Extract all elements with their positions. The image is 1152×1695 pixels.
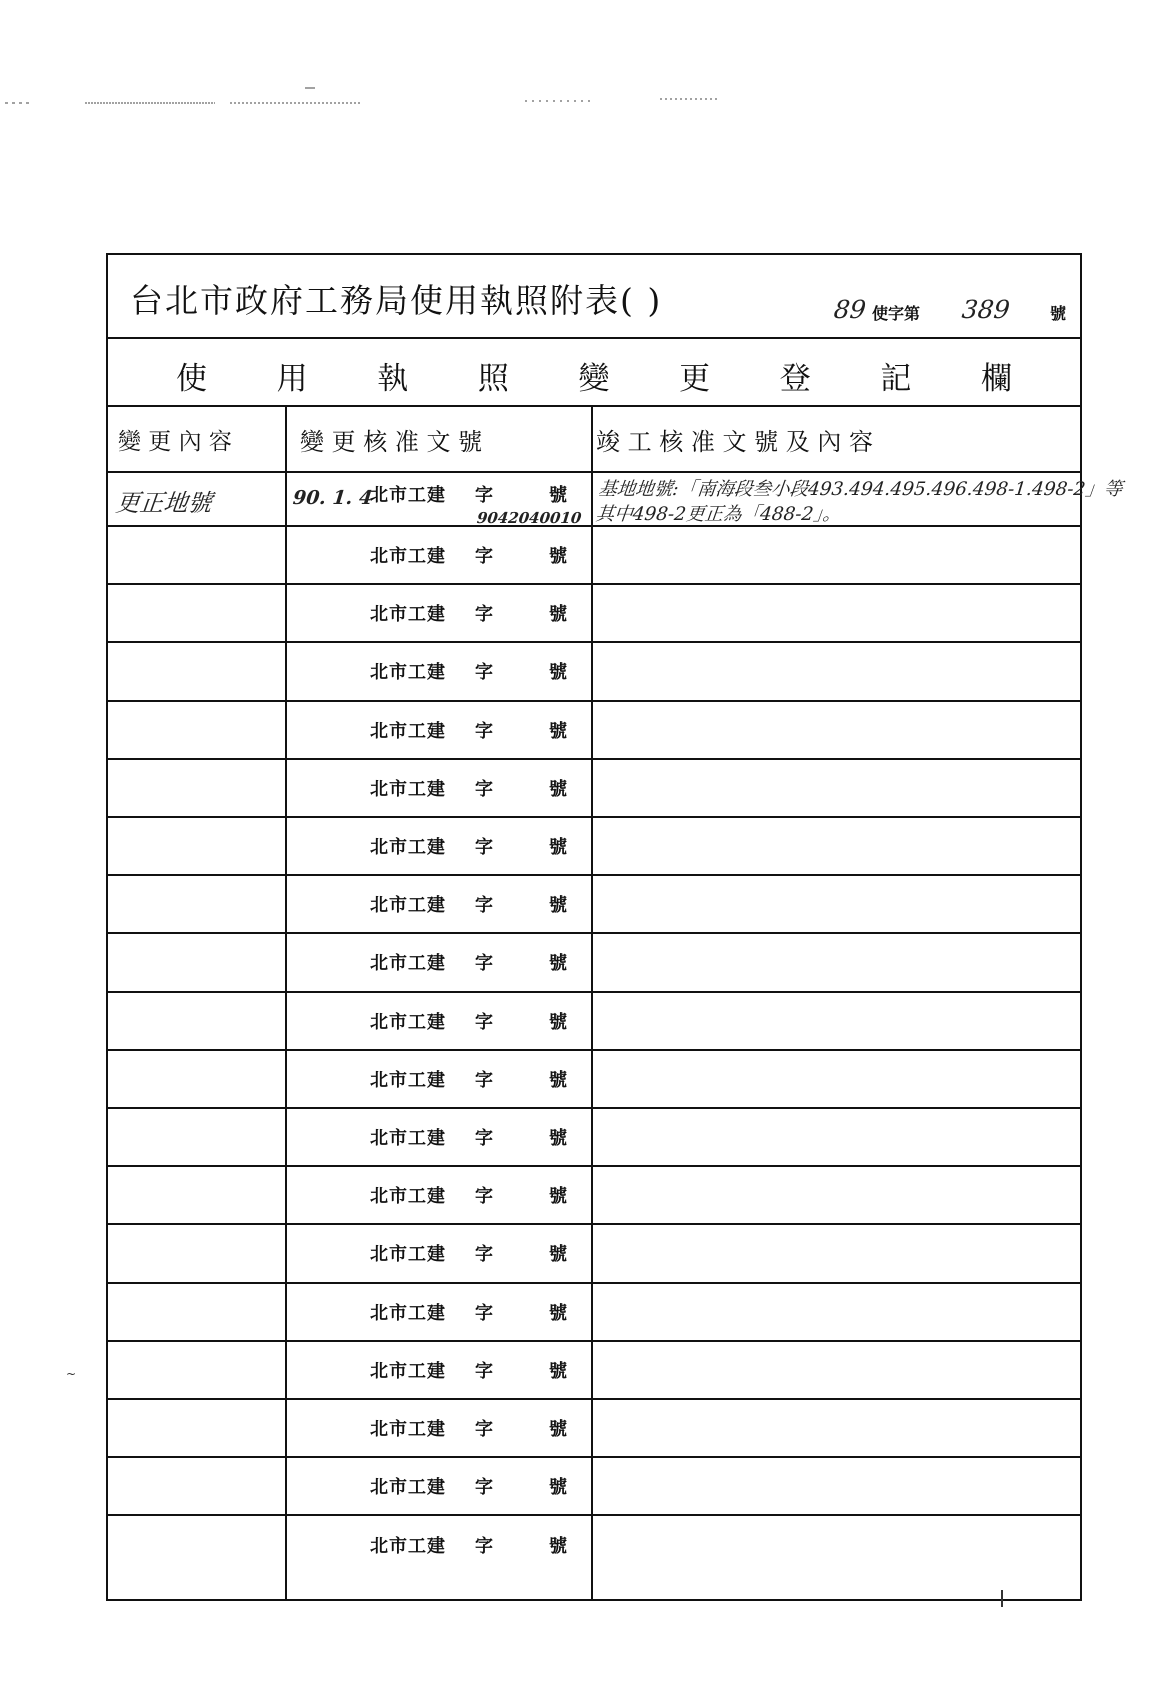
zi-label: 字 xyxy=(475,1128,493,1150)
table-row xyxy=(108,643,1080,701)
change-content-cell xyxy=(108,1051,285,1107)
hao-label: 號 xyxy=(549,778,567,800)
approval-number-cell xyxy=(287,473,591,525)
table-row xyxy=(108,818,1080,876)
section-title-row xyxy=(108,339,1080,407)
completion-content-cell xyxy=(593,702,1080,758)
permit-serial: 389 xyxy=(960,295,1012,324)
completion-content-cell xyxy=(593,1342,1080,1398)
change-content-cell xyxy=(108,876,285,932)
office-label: 北市工建 xyxy=(370,837,446,859)
hao-label: 號 xyxy=(549,662,567,684)
approval-number-cell xyxy=(287,643,591,699)
approval-number-cell xyxy=(287,876,591,932)
table-row xyxy=(108,1516,1080,1574)
change-content-text: 更正地號 xyxy=(114,489,214,517)
office-label: 北市工建 xyxy=(370,895,446,917)
approval-number-cell xyxy=(287,818,591,874)
completion-content-cell xyxy=(593,876,1080,932)
approval-number-cell xyxy=(287,585,591,641)
hao-label: 號 xyxy=(549,1302,567,1324)
office-label: 北市工建 xyxy=(370,1069,446,1091)
hao-label: 號 xyxy=(549,604,567,626)
change-content-cell xyxy=(108,1516,285,1574)
usage-permit-form xyxy=(106,253,1124,1601)
completion-content-cell xyxy=(593,993,1080,1049)
change-content-cell xyxy=(108,1225,285,1281)
completion-content-cell xyxy=(593,818,1080,874)
table-row xyxy=(108,1051,1080,1109)
table-row xyxy=(108,1458,1080,1516)
hao-label: 號 xyxy=(549,484,567,506)
hao-label: 號 xyxy=(549,1360,567,1382)
office-label: 北市工建 xyxy=(370,546,446,568)
permit-label-end: 號 xyxy=(1049,304,1066,323)
hao-label: 號 xyxy=(549,1011,567,1033)
completion-content-cell xyxy=(593,527,1080,583)
zi-label: 字 xyxy=(475,1419,493,1441)
permit-year: 89 xyxy=(832,295,868,324)
zi-label: 字 xyxy=(475,1360,493,1382)
approval-number-cell xyxy=(287,1342,591,1398)
section-title: 使 用 執 照 變 更 登 記 欄 xyxy=(176,361,1012,397)
zi-label: 字 xyxy=(475,546,493,568)
office-label: 北市工建 xyxy=(370,1536,446,1558)
office-label: 北市工建 xyxy=(370,1302,446,1324)
approval-number-cell xyxy=(287,1284,591,1340)
zi-label: 字 xyxy=(475,662,493,684)
hao-label: 號 xyxy=(549,1244,567,1266)
completion-content-cell xyxy=(593,1458,1080,1514)
hao-label: 號 xyxy=(549,1477,567,1499)
hao-label: 號 xyxy=(549,1536,567,1558)
completion-content-cell xyxy=(593,1167,1080,1223)
completion-content-cell xyxy=(593,934,1080,990)
scan-noise xyxy=(0,0,1152,200)
table-row xyxy=(108,527,1080,585)
office-label: 北市工建 xyxy=(370,604,446,626)
change-content-cell xyxy=(108,473,285,525)
change-content-cell xyxy=(108,818,285,874)
office-label: 北市工建 xyxy=(370,778,446,800)
zi-label: 字 xyxy=(475,953,493,975)
approval-number-cell xyxy=(287,1516,591,1574)
footer-tick xyxy=(1001,1590,1003,1607)
zi-label: 字 xyxy=(475,720,493,742)
table-row xyxy=(108,876,1080,934)
table-row xyxy=(108,473,1124,527)
permit-label-mid: 使字第 xyxy=(871,304,920,323)
hao-label: 號 xyxy=(549,837,567,859)
office-label: 北市工建 xyxy=(370,1477,446,1499)
approval-number-cell xyxy=(287,934,591,990)
zi-label: 字 xyxy=(475,1477,493,1499)
completion-content-text xyxy=(594,477,1123,527)
change-content-cell xyxy=(108,643,285,699)
completion-content-cell xyxy=(593,1109,1080,1165)
approval-number-cell xyxy=(287,1167,591,1223)
office-label: 北市工建 xyxy=(370,1186,446,1208)
margin-mark: ~ xyxy=(66,1367,77,1381)
approval-number-cell xyxy=(287,1458,591,1514)
change-content-cell xyxy=(108,1458,285,1514)
zi-label: 字 xyxy=(475,604,493,626)
content-line-1: 基地地號:「南海段叁小段493.494.495.496.498-1.498-2」等 xyxy=(597,479,1124,500)
zi-label: 字 xyxy=(475,778,493,800)
office-label: 北市工建 xyxy=(370,1128,446,1150)
office-label: 北市工建 xyxy=(370,1244,446,1266)
zi-label: 字 xyxy=(475,1069,493,1091)
table-row xyxy=(108,1342,1080,1400)
change-content-cell xyxy=(108,1167,285,1223)
completion-content-cell xyxy=(593,473,1124,525)
hao-label: 號 xyxy=(549,1069,567,1091)
table-row xyxy=(108,934,1080,992)
completion-content-cell xyxy=(593,1516,1080,1574)
completion-content-cell xyxy=(593,1284,1080,1340)
approval-number-cell xyxy=(287,527,591,583)
approval-number-cell xyxy=(287,993,591,1049)
table-row xyxy=(108,1400,1080,1458)
completion-content-cell xyxy=(593,643,1080,699)
change-content-cell xyxy=(108,1109,285,1165)
table-row xyxy=(108,760,1080,818)
table-row xyxy=(108,585,1080,643)
approval-number-cell xyxy=(287,1225,591,1281)
change-content-cell xyxy=(108,527,285,583)
zi-label: 字 xyxy=(475,1244,493,1266)
office-label: 北市工建 xyxy=(370,720,446,742)
table-row xyxy=(108,1109,1080,1167)
approval-number-cell xyxy=(287,702,591,758)
hao-label: 號 xyxy=(549,1419,567,1441)
zi-label: 字 xyxy=(475,1186,493,1208)
header-change-content: 變 更 內 容 xyxy=(118,428,232,455)
zi-label: 字 xyxy=(475,1302,493,1324)
hao-label: 號 xyxy=(549,1186,567,1208)
change-content-cell xyxy=(108,993,285,1049)
zi-label: 字 xyxy=(475,837,493,859)
zi-label: 字 xyxy=(475,484,493,506)
table-row xyxy=(108,702,1080,760)
office-label: 北市工建 xyxy=(370,1360,446,1382)
hao-label: 號 xyxy=(549,546,567,568)
office-label: 北市工建 xyxy=(370,1011,446,1033)
office-label: 北市工建 xyxy=(370,1419,446,1441)
column-header-row xyxy=(108,407,1080,473)
zi-label: 字 xyxy=(475,1536,493,1558)
change-content-cell xyxy=(108,585,285,641)
form-title: 台北市政府工務局使用執照附表( ) xyxy=(130,281,663,320)
zi-label: 字 xyxy=(475,895,493,917)
completion-content-cell xyxy=(593,1225,1080,1281)
change-content-cell xyxy=(108,1400,285,1456)
office-label: 北市工建 xyxy=(370,953,446,975)
header-completion: 竣 工 核 准 文 號 及 內 容 xyxy=(596,427,874,456)
change-content-cell xyxy=(108,1342,285,1398)
hao-label: 號 xyxy=(549,953,567,975)
header-approval-no: 變 更 核 准 文 號 xyxy=(300,427,483,456)
approval-number-cell xyxy=(287,760,591,816)
approval-doc-number: 9042040010 xyxy=(476,509,583,527)
hao-label: 號 xyxy=(549,720,567,742)
approval-date: 90. 1. 4 xyxy=(291,487,374,509)
change-content-cell xyxy=(108,1284,285,1340)
change-content-cell xyxy=(108,934,285,990)
completion-content-cell xyxy=(593,1051,1080,1107)
completion-content-cell xyxy=(593,585,1080,641)
hao-label: 號 xyxy=(549,1128,567,1150)
content-line-2: 其中498-2更正為「488-2」。 xyxy=(594,504,843,525)
approval-number-cell xyxy=(287,1400,591,1456)
approval-number-cell xyxy=(287,1109,591,1165)
table-row xyxy=(108,993,1080,1051)
table-row xyxy=(108,1284,1080,1342)
change-content-cell xyxy=(108,760,285,816)
completion-content-cell xyxy=(593,1400,1080,1456)
zi-label: 字 xyxy=(475,1011,493,1033)
office-label: 北市工建 xyxy=(370,662,446,684)
approval-number-cell xyxy=(287,1051,591,1107)
office-label: 北市工建 xyxy=(370,484,446,506)
change-content-cell xyxy=(108,702,285,758)
title-row xyxy=(108,255,1080,339)
hao-label: 號 xyxy=(549,895,567,917)
permit-number xyxy=(806,295,1066,335)
completion-content-cell xyxy=(593,760,1080,816)
table-row xyxy=(108,1225,1080,1283)
table-row xyxy=(108,1167,1080,1225)
